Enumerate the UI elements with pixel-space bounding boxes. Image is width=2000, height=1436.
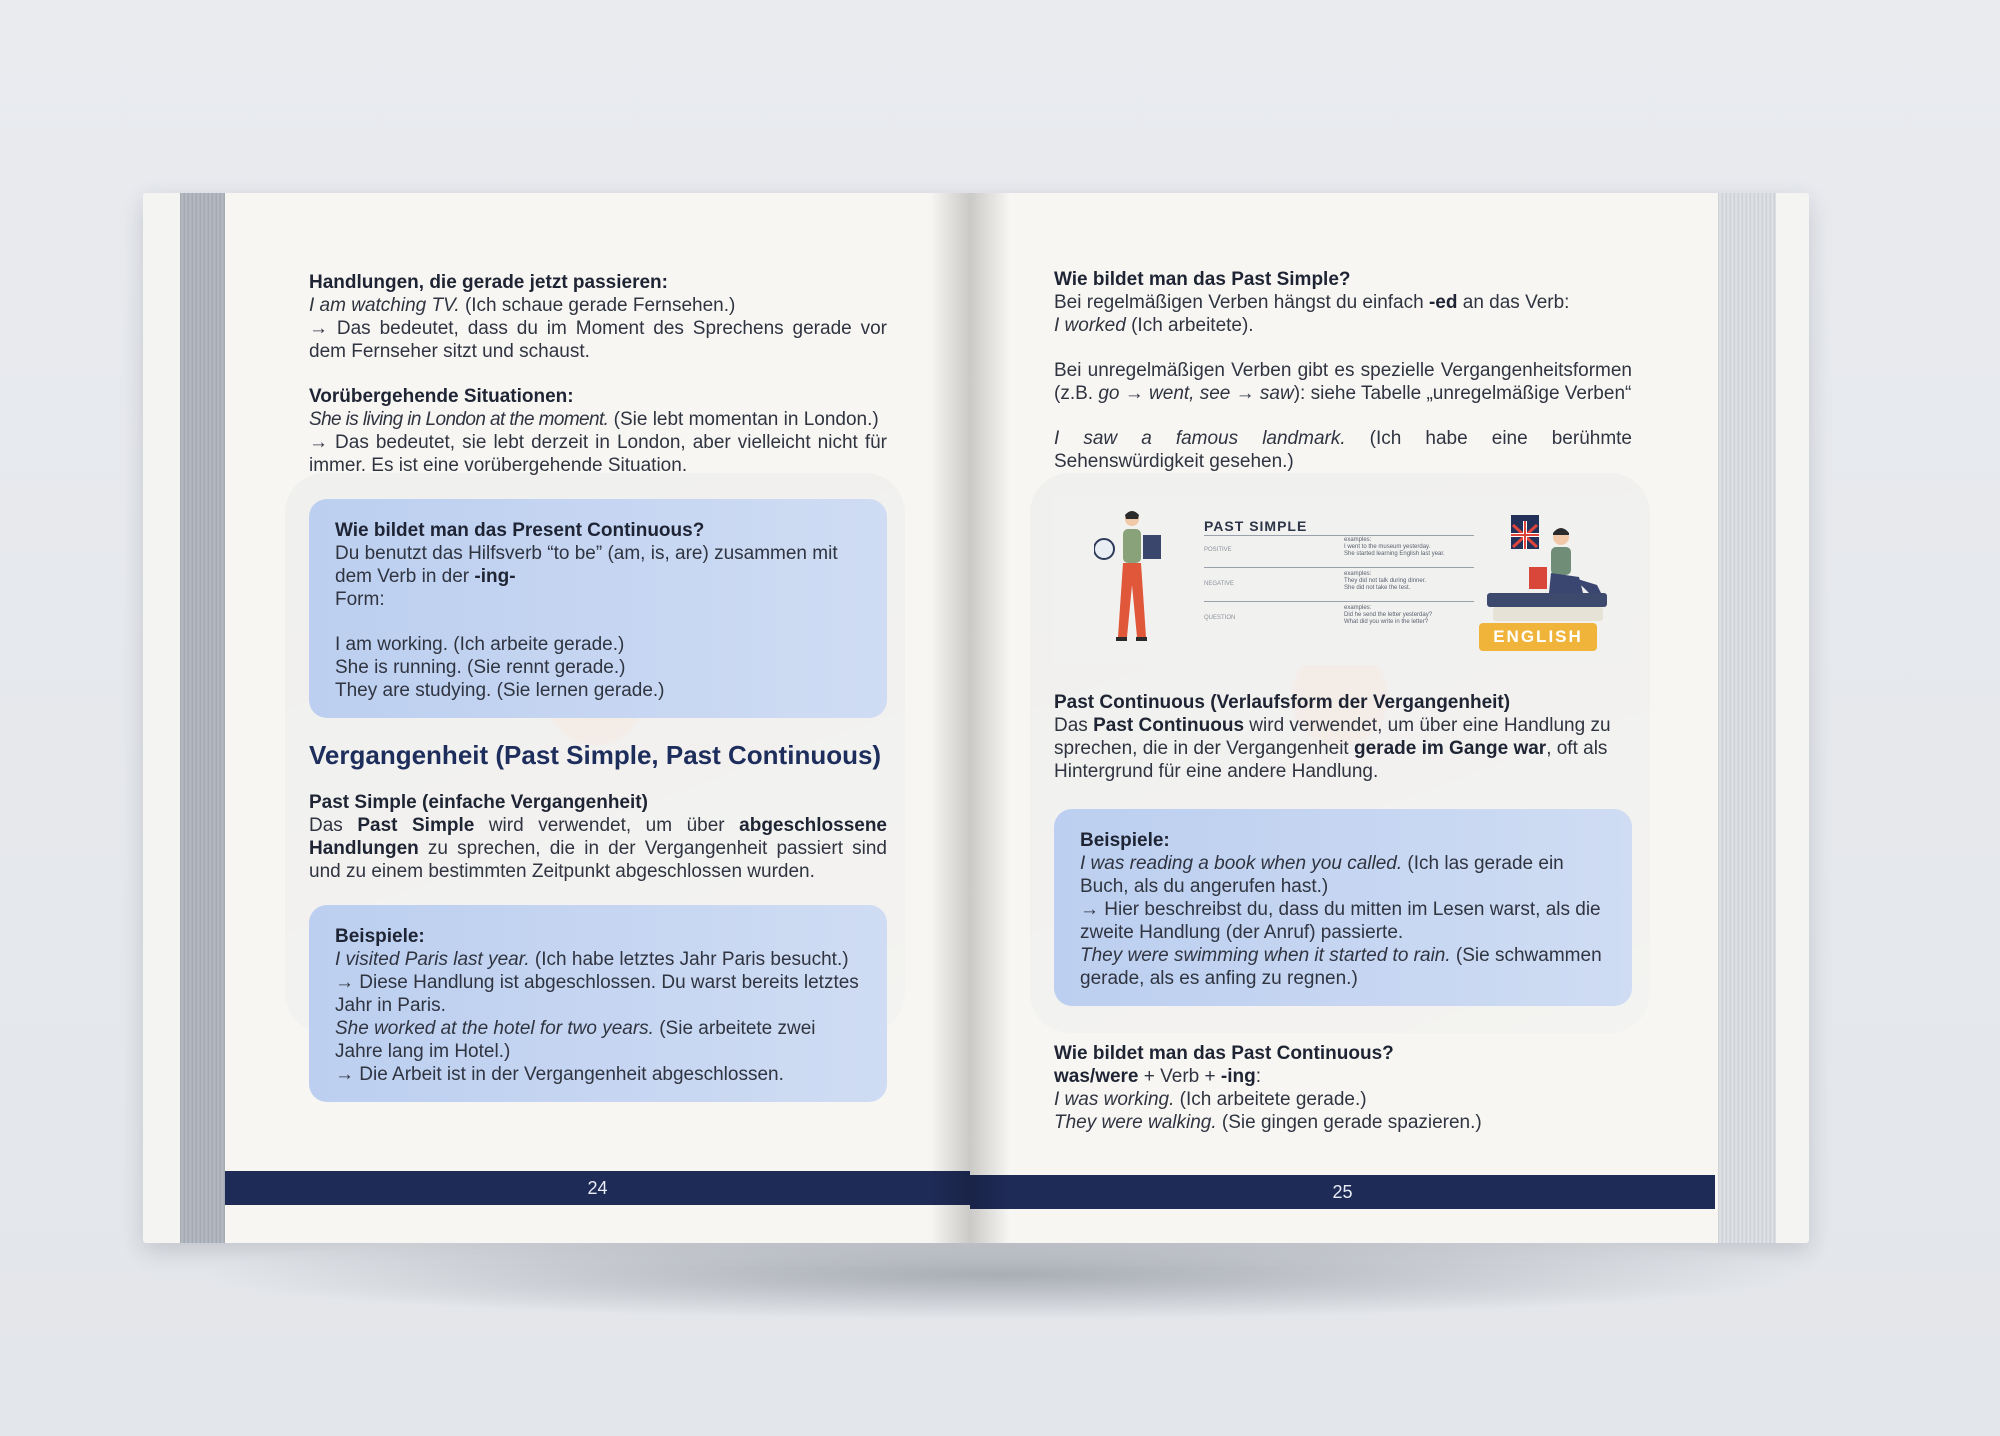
translation-text: (Sie schwammen gerade, als es anfing zu regnen.): [1080, 945, 1602, 989]
example-text: She worked at the hotel for two years.: [335, 1018, 654, 1039]
bold-text: Past Simple: [357, 815, 475, 836]
paragraph-past-continuous-example: [1054, 1111, 1632, 1134]
text: Bei regelmäßigen Verben hängst du einfach: [1054, 292, 1429, 313]
woman-illustration: [1094, 507, 1164, 657]
info-box-past-simple-examples: [309, 905, 887, 1102]
text: Das: [309, 815, 358, 836]
bold-text: abgeschlossene Handlungen: [309, 815, 887, 859]
paragraph-irregular-verbs: [1054, 359, 1632, 405]
example-text: I was reading a book when you called.: [1080, 853, 1403, 874]
box-example: I am working. (Ich arbeite gerade.): [335, 634, 625, 655]
row-examples-negative: [1344, 571, 1426, 592]
box-title: Beispiele:: [1080, 830, 1170, 851]
text: an das Verb:: [1457, 292, 1570, 313]
row-examples-question: [1344, 605, 1432, 626]
text: ): siehe Tabelle „unregelmäßige Verben“: [1293, 383, 1632, 404]
paragraph-past-continuous-example: [1054, 1088, 1632, 1111]
translation-text: (Ich habe eine berühmte Sehenswürdigkeit gesehen.): [1054, 428, 1633, 472]
box-title: Beispiele:: [335, 926, 425, 947]
paragraph-current-explanation: → Das bedeutet, dass du im Moment des Sprechens gerade vor dem Fernseher sitzt und schaust.: [309, 318, 887, 362]
text: :: [1255, 1066, 1262, 1087]
english-book-label: ENGLISH: [1479, 623, 1597, 651]
paragraph-past-simple: [309, 814, 887, 883]
left-page: [225, 193, 970, 1243]
box-text: Du benutzt das Hilfsverb “to be” (am, is, are) zusammen mit dem Verb in der: [335, 543, 838, 587]
page-edges-right: [1718, 193, 1776, 1243]
text: zu sprechen, die in der Vergangenheit passiert sind und zu einem bestimmten Zeitpunkt abgeschlossen wurden.: [309, 838, 887, 882]
example-text: I am watching TV.: [309, 295, 460, 316]
example-text: I was working.: [1054, 1089, 1175, 1110]
row-label-positive: POSITIVE: [1204, 547, 1232, 553]
box-example: [1080, 944, 1606, 990]
book-shadow: [190, 1230, 1810, 1320]
box-title: Wie bildet man das Present Continuous?: [335, 520, 705, 541]
example-text: I worked: [1054, 315, 1126, 336]
footer-bar: [225, 1171, 970, 1205]
text: , oft als Hintergrund für eine andere Handlung.: [1054, 738, 1608, 782]
bold-text: -ed: [1428, 292, 1458, 313]
info-box-present-continuous: [309, 499, 887, 718]
paragraph-temporary-explanation: → Das bedeutet, sie lebt derzeit in London, aber vielleicht nicht für immer. Es ist eine vorübergehende Situation.: [309, 432, 887, 476]
row-label-question: QUESTION: [1204, 615, 1236, 621]
examples-label: examples:: [1344, 571, 1372, 577]
box-line: Form:: [335, 589, 385, 610]
box-bold-text: -ing-: [474, 566, 516, 587]
paragraph-past-continuous: [1054, 714, 1632, 783]
example-text: go → went, see → saw: [1098, 383, 1294, 404]
bold-text: was/were: [1054, 1066, 1139, 1087]
bold-text: gerade im Gange war: [1354, 738, 1547, 759]
bold-text: Past Continuous: [1093, 715, 1245, 736]
chart-divider: [1204, 535, 1474, 536]
past-simple-illustration: [1054, 495, 1632, 665]
paragraph-past-continuous-formula: [1054, 1065, 1632, 1088]
info-box-past-continuous-examples: [1054, 809, 1632, 1006]
left-page-content: [309, 271, 887, 1124]
heading-form-past-simple: Wie bildet man das Past Simple?: [1054, 269, 1351, 290]
row-label-negative: NEGATIVE: [1204, 581, 1234, 587]
box-explanation: → Hier beschreibst du, dass du mitten im Lesen warst, als die zweite Handlung (der Anruf) passierte.: [1080, 899, 1601, 943]
page-edges-left: [180, 193, 225, 1243]
translation-text: (Ich arbeitete).: [1125, 315, 1254, 336]
examples-label: examples:: [1344, 537, 1372, 543]
box-example: They are studying. (Sie lernen gerade.): [335, 680, 665, 701]
translation-text: (Ich las gerade ein Buch, als du angerufen hast.): [1080, 853, 1564, 897]
translation-text: (Sie lebt momentan in London.): [613, 409, 879, 430]
heading-past-simple: Past Simple (einfache Vergangenheit): [309, 792, 648, 813]
example-line: What did you write in the letter?: [1344, 619, 1429, 625]
past-simple-chart: [1204, 515, 1484, 645]
page-number: 25: [1332, 1182, 1353, 1202]
box-example: [335, 1017, 861, 1063]
box-example: [335, 948, 861, 971]
chart-divider: [1204, 567, 1474, 568]
page-number: 24: [587, 1178, 608, 1198]
example-text: They were walking.: [1054, 1112, 1217, 1133]
text: + Verb +: [1138, 1066, 1221, 1087]
translation-text: (Sie gingen gerade spazieren.): [1216, 1112, 1482, 1133]
translation-text: (Ich schaue gerade Fernsehen.): [464, 295, 736, 316]
text: Bei unregelmäßigen Verben gibt es spezielle Vergangenheitsformen (z.B.: [1054, 360, 1632, 404]
example-text: I saw a famous landmark.: [1054, 428, 1346, 449]
example-text: They were swimming when it started to rain.: [1080, 945, 1451, 966]
box-example: [1080, 852, 1606, 898]
example-text: She is living in London at the moment.: [309, 409, 609, 430]
example-line: She started learning English last year.: [1344, 551, 1445, 557]
example-line: They did not talk during dinner.: [1344, 578, 1427, 584]
example-line: She did not take the test.: [1344, 585, 1411, 591]
row-examples-positive: [1344, 537, 1445, 558]
chart-title: PAST SIMPLE: [1204, 518, 1308, 534]
heading-form-past-continuous: Wie bildet man das Past Continuous?: [1054, 1043, 1394, 1064]
text: wird verwendet, um über eine Handlung zu sprechen, die in der Vergangenheit: [1054, 715, 1611, 759]
paragraph-temporary-example: [309, 408, 887, 431]
examples-label: examples:: [1344, 605, 1372, 611]
paragraph-regular-example: [1054, 314, 1632, 337]
example-line: I went to the museum yesterday.: [1344, 544, 1431, 550]
heading-current-actions: Handlungen, die gerade jetzt passieren:: [309, 272, 668, 293]
box-explanation: → Diese Handlung ist abgeschlossen. Du warst bereits letztes Jahr in Paris.: [335, 972, 859, 1016]
translation-text: (Sie arbeitete zwei Jahre lang im Hotel.): [335, 1018, 816, 1062]
chart-divider: [1204, 601, 1474, 602]
paragraph-regular-verbs: [1054, 291, 1632, 314]
bold-text: -ing: [1220, 1066, 1256, 1087]
right-page: [970, 193, 1718, 1243]
paragraph-current-example: [309, 294, 887, 317]
example-text: I visited Paris last year.: [335, 949, 530, 970]
right-page-content: [1054, 268, 1632, 1134]
heading-past-continuous: Past Continuous (Verlaufsform der Vergangenheit): [1054, 692, 1511, 713]
text: Das: [1054, 715, 1094, 736]
heading-temporary-situations: Vorübergehende Situationen:: [309, 386, 574, 407]
box-explanation: → Die Arbeit ist in der Vergangenheit abgeschlossen.: [335, 1064, 784, 1085]
footer-bar: [970, 1175, 1715, 1209]
translation-text: (Ich arbeitete gerade.): [1174, 1089, 1367, 1110]
section-title-past: Vergangenheit (Past Simple, Past Continuous): [309, 740, 882, 770]
paragraph-saw-example: [1054, 427, 1632, 473]
box-line: [335, 542, 861, 588]
text: wird verwendet, um über: [474, 815, 740, 836]
box-example: She is running. (Sie rennt gerade.): [335, 657, 626, 678]
example-line: Did he send the letter yesterday?: [1344, 612, 1433, 618]
translation-text: (Ich habe letztes Jahr Paris besucht.): [529, 949, 849, 970]
